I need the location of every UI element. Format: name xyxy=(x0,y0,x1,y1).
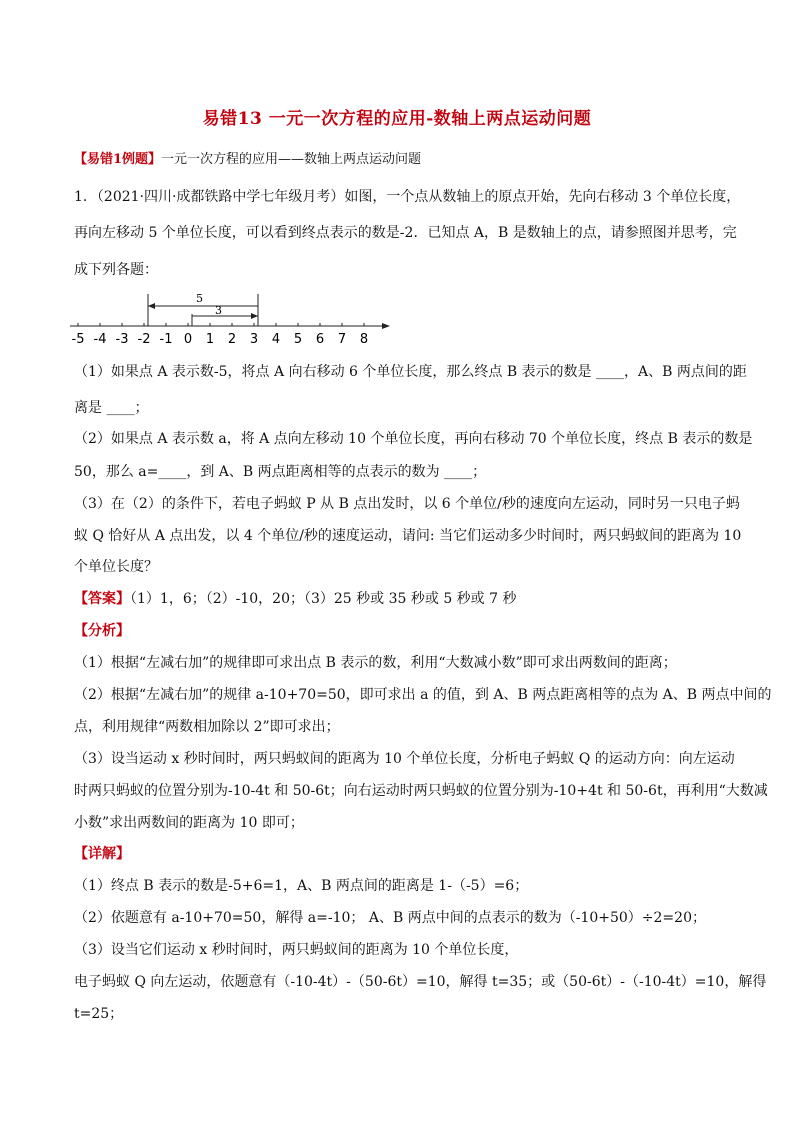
detail-line-4: 电子蚂蚁 Q 向左运动，依题意有（-10-4t）-（50-6t）=10，解得 t=35；或（50-6t）-（-10-4t）=10，解得 xyxy=(74,974,767,990)
axis-tick-label: -1 xyxy=(159,332,173,347)
analysis-tag: 【分析】 xyxy=(74,623,130,639)
number-line-figure xyxy=(60,290,400,350)
axis-tick-label: 1 xyxy=(205,332,215,347)
detail-line-2: （2）依题意有 a-10+70=50，解得 a=-10； A、B 两点中间的点表示的数为（-10+50）÷2=20； xyxy=(74,910,706,926)
example-title: 一元一次方程的应用——数轴上两点运动问题 xyxy=(161,152,422,167)
answer-line xyxy=(74,589,734,609)
axis-tick-label: -4 xyxy=(93,332,107,347)
example-heading xyxy=(74,150,734,170)
problem-line-1: 1．（2021·四川·成都铁路中学七年级月考）如图，一个点从数轴上的原点开始，先向右移动 3 个单位长度， xyxy=(74,189,741,205)
axis-tick-label: 2 xyxy=(227,332,237,347)
brackets xyxy=(148,292,258,326)
axis-ticks xyxy=(72,323,369,347)
analysis-line-5: 时两只蚂蚁的位置分别为-10-4t 和 50-6t；向右运动时两只蚂蚁的位置分别为-10+4t 和 50-6t，再利用“大数减 xyxy=(74,783,768,799)
detail-line-1: （1）终点 B 表示的数是-5+6=1，A、B 两点间的距离是 1-（-5）=6； xyxy=(74,878,529,894)
axis-tick-label: 5 xyxy=(293,332,303,347)
arrow-three-label: 3 xyxy=(215,304,222,317)
arrow-five-label: 5 xyxy=(196,292,203,305)
axis-tick-label: 8 xyxy=(359,332,369,347)
analysis-line-6: 小数”求出两数间的距离为 10 即可； xyxy=(74,815,304,831)
q1-line-1: （1）如果点 A 表示数-5，将点 A 向右移动 6 个单位长度，那么终点 B 表示的数是 ____，A、B 两点间的距 xyxy=(74,364,747,380)
q3-line-3: 个单位长度？ xyxy=(74,559,158,575)
detail-line-5: t=25； xyxy=(74,1006,124,1022)
q3-line-1: （3）在（2）的条件下，若电子蚂蚁 P 从 B 点出发时，以 6 个单位/秒的速度向左运动，同时另一只电子蚂 xyxy=(74,496,740,512)
problem-line-2: 再向左移动 5 个单位长度，可以看到终点表示的数是-2．已知点 A，B 是数轴上的点，请参照图并思考，完 xyxy=(74,225,737,241)
example-tag: 【易错1例题】 xyxy=(74,152,162,167)
q2-line-1: （2）如果点 A 表示数 a，将 A 点向左移动 10 个单位长度，再向右移动 70 个单位长度，终点 B 表示的数是 xyxy=(74,431,753,447)
axis-tick-label: -5 xyxy=(71,332,85,347)
axis-tick-label: 3 xyxy=(249,332,259,347)
answer-text: （1）1，6；（2）-10，20；（3）25 秒或 35 秒或 5 秒或 7 秒 xyxy=(130,591,517,607)
axis-tick-label: 6 xyxy=(315,332,325,347)
page-title: 易错13 一元一次方程的应用-数轴上两点运动问题 xyxy=(202,109,592,129)
answer-tag: 【答案】 xyxy=(74,591,130,607)
arrow-three-head xyxy=(251,313,258,319)
analysis-line-2: （2）根据“左减右加”的规律 a-10+70=50，即可求出 a 的值，到 A、B 两点距离相等的点为 A、B 两点中间的 xyxy=(74,687,772,703)
q3-line-2: 蚁 Q 恰好从 A 点出发，以 4 个单位/秒的速度运动，请问: 当它们运动多少时间时，两只蚂蚁间的距离为 10 xyxy=(74,528,742,544)
analysis-line-1: （1）根据“左减右加”的规律即可求出点 B 表示的数，利用“大数减小数”即可求出两数间的距离； xyxy=(74,655,677,671)
axis-tick-label: 0 xyxy=(183,332,193,347)
detail-line-3: （3）设当它们运动 x 秒时间时，两只蚂蚁间的距离为 10 个单位长度， xyxy=(74,942,519,958)
detail-tag: 【详解】 xyxy=(74,846,130,862)
problem-line-3: 成下列各题： xyxy=(74,262,158,278)
analysis-line-3: 点，利用规律“两数相加除以 2”即可求出； xyxy=(74,719,340,735)
arrow-five-head xyxy=(148,303,155,309)
q1-line-2: 离是 ____； xyxy=(74,400,149,416)
axis-tick-label: -2 xyxy=(137,332,151,347)
axis-tick-label: -3 xyxy=(115,332,129,347)
q2-line-2: 50，那么 a=____，到 A、B 两点距离相等的点表示的数为 ____； xyxy=(74,464,487,480)
axis-tick-label: 4 xyxy=(271,332,281,347)
analysis-line-4: （3）设当运动 x 秒时间时，两只蚂蚁间的距离为 10 个单位长度，分析电子蚂蚁 Q 的运动方向：向左运动 xyxy=(74,751,735,767)
axis-tick-label: 7 xyxy=(337,332,347,347)
axis-arrow xyxy=(382,323,390,329)
